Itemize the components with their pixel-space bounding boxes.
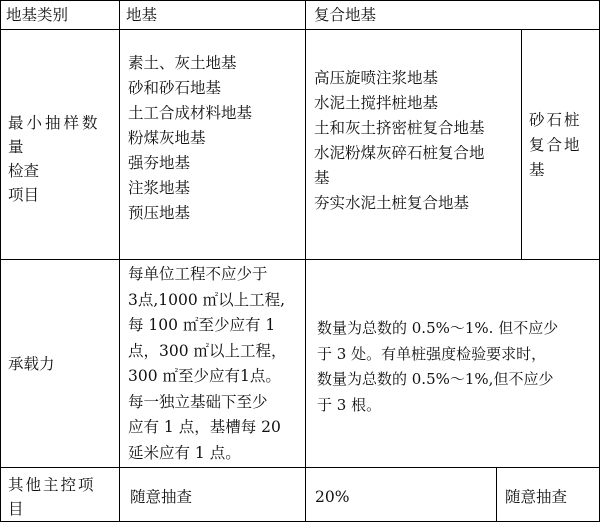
capacity-natural-text (128, 262, 304, 466)
capacity-natural-line: 3点,1000 ㎡以上工程, (128, 290, 286, 309)
col-divider-gravel-bottom (496, 467, 497, 522)
row-divider-sampling (0, 259, 600, 260)
capacity-composite-line: 数量为总数的 0.5%～1%,但不应少 (317, 370, 554, 388)
gravel-pile-line: 基 (529, 161, 547, 179)
capacity-natural-line: 300 ㎡至少应有1点。 (128, 367, 281, 385)
col-divider-gravel (521, 29, 522, 260)
list-item: 注浆地基 (128, 179, 191, 197)
list-item: 夯实水泥土桩复合地基 (314, 194, 470, 212)
other-gravel-value: 随意抽查 (505, 488, 568, 506)
list-item: 强夯地基 (128, 154, 191, 172)
capacity-natural-line: 每 100 ㎡至少应有 1 (128, 316, 276, 334)
sampling-row-label (8, 111, 116, 207)
col-divider-natural (305, 0, 306, 522)
capacity-composite-line: 于 3 处。有单桩强度检验要求时， (317, 344, 547, 363)
row-divider-header (0, 29, 600, 30)
list-item: 基 (314, 169, 330, 187)
list-item: 土工合成材料地基 (128, 104, 253, 122)
list-item: 素土、灰土地基 (128, 54, 237, 72)
sampling-row-label-line: 最小抽样数 (8, 114, 101, 132)
capacity-natural-line: 延米应有 1 点。 (128, 443, 241, 462)
sampling-row-label-line: 项目 (8, 186, 40, 204)
capacity-composite-line: 于 3 根。 (317, 395, 382, 414)
row-divider-capacity (0, 467, 600, 468)
capacity-natural-line: 点，300 ㎡以上工程， (128, 341, 287, 360)
header-natural-foundation: 地基 (126, 6, 158, 24)
list-item: 水泥土搅拌桩地基 (314, 94, 439, 112)
list-item: 粉煤灰地基 (128, 129, 206, 147)
other-natural-value: 随意抽查 (130, 488, 193, 506)
capacity-natural-line: 每单位工程不应少于 (128, 265, 268, 283)
other-row-label (8, 473, 118, 521)
list-item: 水泥粉煤灰碎石桩复合地 (314, 144, 485, 162)
gravel-pile-composite-label (529, 108, 597, 183)
capacity-composite-line: 数量为总数的 0.5%～1%. 但不应少 (317, 319, 559, 337)
capacity-row-label: 承载力 (8, 355, 55, 373)
capacity-natural-line: 应有 1 点，基槽每 20 (128, 418, 281, 436)
list-item: 砂和砂石地基 (128, 79, 222, 97)
other-row-label-line: 其他主控项 (8, 476, 96, 494)
gravel-pile-line: 砂石桩 (529, 111, 582, 129)
table-border-left (0, 0, 1, 522)
capacity-natural-line: 每一独立基础下至少 (128, 392, 268, 411)
natural-foundation-list (128, 51, 303, 226)
list-item: 土和灰土挤密桩复合地基 (314, 119, 485, 137)
list-item: 预压地基 (128, 204, 191, 222)
gravel-pile-line: 复合地 (529, 136, 582, 154)
sampling-row-label-line: 量 (8, 138, 24, 156)
composite-foundation-list (314, 66, 519, 216)
header-composite-foundation: 复合地基 (314, 6, 377, 24)
capacity-composite-text (317, 316, 597, 418)
sampling-row-label-line: 检查 (8, 162, 40, 180)
table-border-top (0, 0, 600, 1)
col-divider-label (119, 0, 120, 522)
header-category-label: 地基类别 (6, 6, 69, 24)
list-item: 高压旋喷注浆地基 (314, 69, 439, 87)
other-row-label-line: 目 (8, 500, 24, 518)
other-composite-value: 20% (315, 488, 350, 506)
